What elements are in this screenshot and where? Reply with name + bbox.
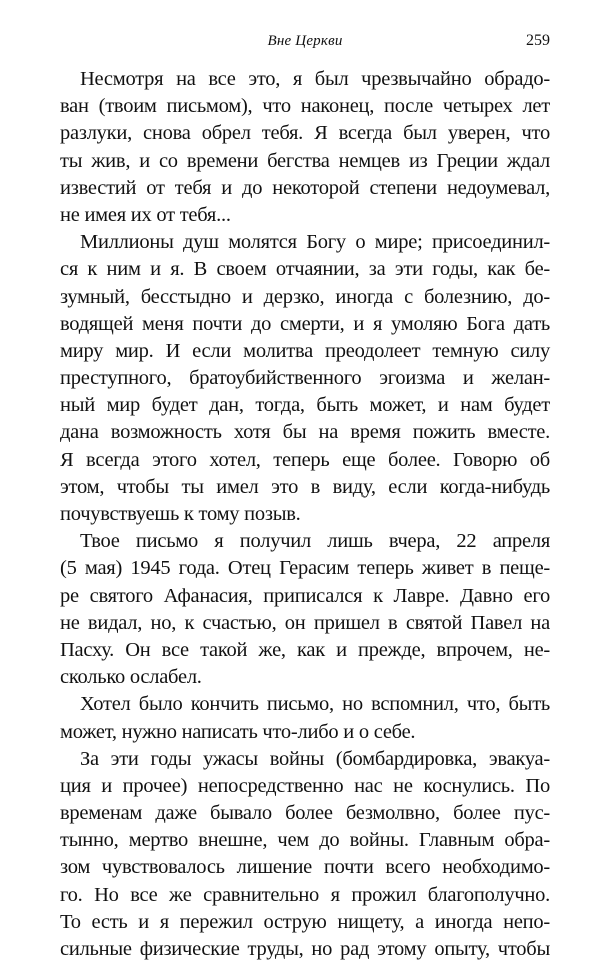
paragraph: [60, 691, 550, 745]
page-number: 259: [526, 32, 550, 49]
text-line: преступного, братоубийственного эгоизма и желан-: [60, 367, 550, 390]
text-line: разлуки, снова обрел тебя. Я всегда был уверен, что: [60, 122, 550, 145]
text-line: зумный, бесстыдно и дерзко, иногда с болезнию, до-: [60, 285, 550, 308]
text-line: То есть и я пережил острую нищету, а иногда непо-: [60, 910, 550, 933]
text-line: ция и прочее) непосредственно нас не коснулись. По: [60, 774, 550, 797]
text-line: миру мир. И если молитва преодолеет темную силу: [60, 339, 550, 362]
paragraph: [60, 746, 550, 963]
text-line: го. Но все же сравнительно я прожил благополучно.: [60, 883, 550, 906]
text-line: этом, чтобы ты имел это в виду, если когда-нибудь: [60, 475, 550, 498]
text-line: ты жив, и со времени бегства немцев из Греции ждал: [60, 149, 550, 172]
text-line: Я всегда этого хотел, теперь еще более. Говорю об: [60, 448, 550, 471]
text-line: зом чувствовалось лишение почти всего необходимо-: [60, 856, 550, 879]
text-line: не имея их от тебя...: [60, 203, 231, 226]
text-line: Хотел было кончить письмо, но вспомнил, что, быть: [80, 693, 550, 716]
text-line: водящей меня почти до смерти, и я умоляю Бога дать: [60, 312, 550, 335]
text-line: ся к ним и я. В своем отчаянии, за эти годы, как бе-: [60, 258, 550, 281]
text-line: тынно, мертво внешне, чем до войны. Главным обра-: [60, 829, 550, 852]
text-line: ный мир будет дан, тогда, быть может, и нам будет: [60, 394, 550, 417]
text-line: Миллионы душ молятся Богу о мире; присоединил-: [80, 231, 550, 254]
text-line: ван (твоим письмом), что наконец, после четырех лет: [60, 95, 550, 118]
text-line: дана возможность хотя бы на время пожить вместе.: [60, 421, 550, 444]
text-line: почувствуешь к тому позыв.: [60, 503, 301, 525]
running-head: [60, 28, 550, 54]
paragraph: [60, 528, 550, 691]
text-line: известий от тебя и до некоторой степени недоумевал,: [60, 176, 550, 199]
paragraph: [60, 66, 550, 229]
running-title: Вне Церкви: [267, 33, 343, 49]
text-line: Пасху. Он все такой же, как и прежде, впрочем, не-: [60, 638, 550, 661]
text-line: сильные физические труды, но рад этому опыту, чтобы: [60, 938, 550, 960]
text-line: может, нужно написать что-либо и о себе.: [60, 720, 416, 743]
text-line: временам даже бывало более безмолвно, более пус-: [60, 802, 550, 825]
text-line: (5 мая) 1945 года. Отец Герасим теперь живет в пеще-: [60, 557, 550, 580]
body-text: [60, 66, 550, 963]
text-line: не видал, но, к счастью, он пришел в святой Павел на: [60, 611, 550, 634]
paragraph: [60, 229, 550, 528]
text-line: сколько ослабел.: [60, 666, 202, 689]
text-line: Несмотря на все это, я был чрезвычайно обрадо-: [80, 68, 550, 90]
text-line: ре святого Афанасия, приписался к Лавре. Давно его: [60, 584, 550, 607]
text-line: Твое письмо я получил лишь вчера, 22 апреля: [80, 530, 550, 553]
text-line: За эти годы ужасы войны (бомбардировка, эвакуа-: [80, 747, 550, 770]
